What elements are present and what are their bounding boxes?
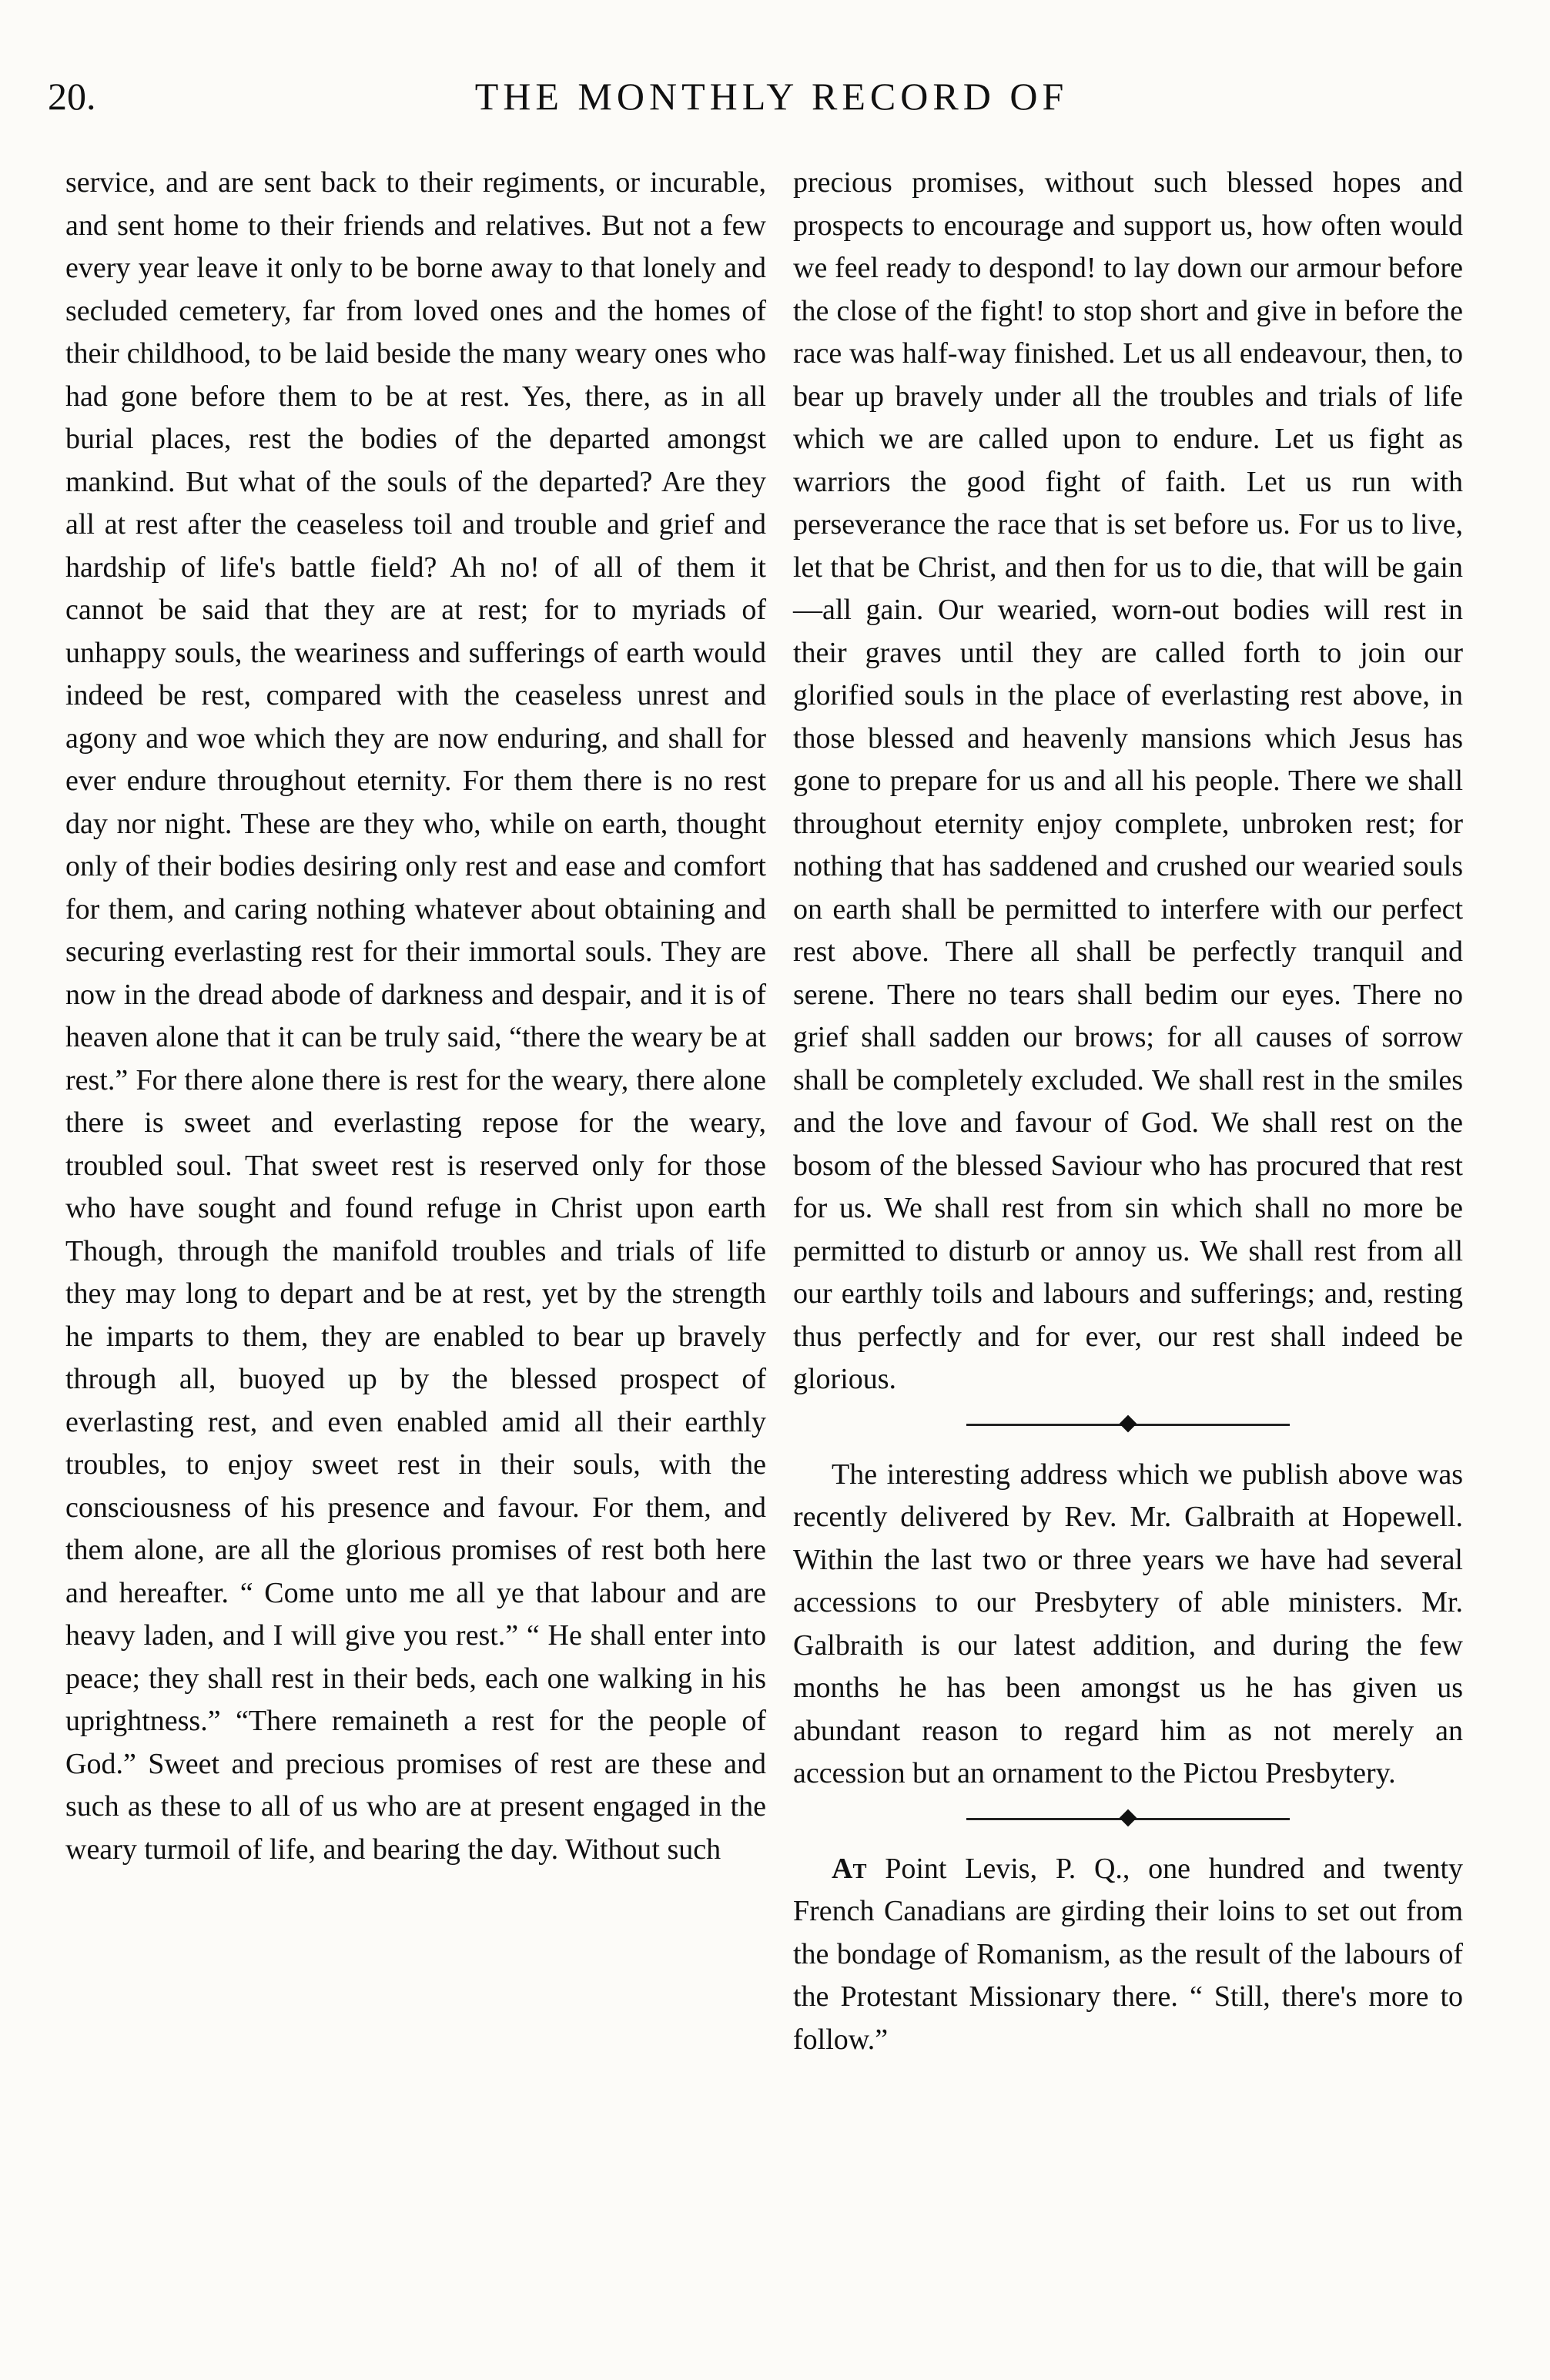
section-divider	[966, 1415, 1290, 1434]
running-title: THE MONTHLY RECORD OF	[474, 75, 1069, 118]
news-note	[793, 1848, 1463, 2062]
diamond-ornament-icon	[1120, 1414, 1137, 1432]
editorial-note: The interesting address which we publish above was recently delivered by Rev. Mr. Galbraith at Hopewell. Within the last two or three years we have had several accessions to our Presbytery of able ministers. Mr. Galbraith is our latest addition, and during the few months he has been amongst us he has given us abundant reason to regard him as not merely an accession but an ornament to the Pictou Presbytery.	[793, 1458, 1463, 1789]
news-note-lead: At	[832, 1852, 867, 1885]
left-column-text: service, and are sent back to their regiments, or incurable, and sent home to their friends and relatives. But not a few every year leave it only to be borne away to that lonely and secluded cemetery, far from loved ones and the homes of their childhood, to be laid beside the many weary ones who had gone before them to be at rest. Yes, there, as in all burial places, rest the bodies of the departed amongst mankind. But what of the souls of the departed? Are they all at rest after the ceaseless toil and trouble and grief and hardship of life's battle field? Ah no! of all of them it cannot be said that they are at rest; for to myriads of unhappy souls, the weariness and sufferings of earth would indeed be rest, compared with the ceaseless unrest and agony and woe which they are now enduring, and shall for ever endure throughout eternity. For them there is no rest day nor night. These are they who, while on earth, thought only of their bodies desiring only rest and ease and comfort for them, and caring nothing whatever about obtaining and securing everlasting rest for their immortal souls. They are now in the dread abode of darkness and despair, and it is of heaven alone that it can be truly said, “there the weary be at rest.” For there alone there is rest for the weary, there alone there is sweet and everlasting repose for the weary, troubled soul. That sweet rest is reserved only for those who have sought and found refuge in Christ upon earth Though, through the manifold troubles and trials of life they may long to depart and be at rest, yet by the strength he imparts to them, they are enabled to bear up bravely through all, buoyed up by the blessed prospect of everlasting rest, and even enabled amid all their earthly troubles, to enjoy sweet rest in their souls, with the consciousness of his presence and favour. For them, and them alone, are all the glorious promises of rest both here and hereafter. “ Come unto me all ye that labour and are heavy laden, and I will give you rest.” “ He shall enter into peace; they shall rest in their beds, each one walking in his uprightness.” “There remaineth a rest for the people of God.” Sweet and precious promises of rest are these and such as these to all of us who are at present engaged in the weary turmoil of life, and bearing the day. Without such	[65, 166, 766, 1866]
diamond-ornament-icon	[1120, 1809, 1137, 1826]
page-header	[48, 74, 1495, 128]
news-note-body: Point Levis, P. Q., one hundred and twenty French Canadians are girding their loins to set out from the bondage of Romanism, as the result of the labours of the Protestant Missionary there. “ Still, there's more to follow.”	[793, 1852, 1464, 2056]
right-column	[793, 162, 1463, 2061]
left-column	[65, 162, 766, 1871]
section-divider	[966, 1809, 1290, 1828]
page-number: 20.	[48, 75, 96, 118]
right-column-text: precious promises, without such blessed hopes and prospects to encourage and support us, how often would we feel ready to despond! to lay down our armour before the close of the fight! to stop short and give in before the race was half-way finished. Let us all endeavour, then, to bear up bravely under all the troubles and trials of life which we are called upon to endure. Let us fight as warriors the good fight of faith. Let us run with perseverance the race that is set before us. For us to live, let that be Christ, and then for us to die, that will be gain—all gain. Our wearied, worn-out bodies will rest in their graves until they are called forth to join our glorified souls in the place of everlasting rest above, in those blessed and heavenly mansions which Jesus has gone to prepare for us and all his people. There we shall throughout eternity enjoy complete, unbroken rest; for nothing that has saddened and crushed our wearied souls on earth shall be permitted to interfere with our perfect rest above. There all shall be perfectly tranquil and serene. There no tears shall bedim our eyes. There no grief shall sadden our brows; for all causes of sorrow shall be completely excluded. We shall rest in the smiles and the love and favour of God. We shall rest on the bosom of the blessed Saviour who has procured that rest for us. We shall rest from sin which shall no more be permitted to disturb or annoy us. We shall rest from all our earthly toils and labours and sufferings; and, resting thus perfectly and for ever, our rest shall indeed be glorious.	[793, 166, 1463, 1395]
